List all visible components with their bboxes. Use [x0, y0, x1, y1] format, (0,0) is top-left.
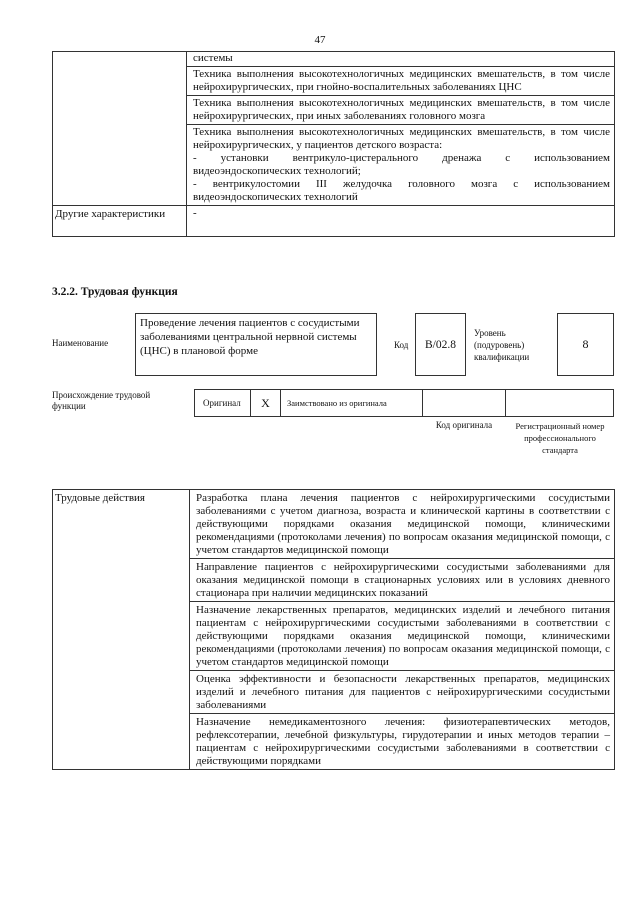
code-label: Код: [394, 340, 409, 350]
labor-actions-table: [52, 489, 615, 770]
table-row: [53, 206, 615, 237]
section-heading: 3.2.2. Трудовая функция: [52, 286, 178, 298]
original-mark-box: [250, 389, 281, 417]
level-value: 8: [582, 337, 589, 351]
labor-action-item: Разработка плана лечения пациентов с нейрохирургическими сосудистыми заболеваниями с учетом диагноза, возраста и клинической картины в соответствии с действующими порядками оказания медицинской помощи, клиническими рекомендациями (протоколами лечения) по вопросам оказания медицинской помощи, с учетом стандартов медицинской помощи: [190, 490, 615, 559]
level-box: [557, 313, 614, 376]
table-row: [53, 490, 615, 559]
labor-action-item: Оценка эффективности и безопасности лекарственных препаратов, медицинских изделий и лечебного питания для пациентов с нейрохирургическими сосудистыми заболеваниями: [190, 671, 615, 714]
code-box: [415, 313, 466, 376]
code-value: B/02.8: [425, 338, 456, 351]
code-original-box: [422, 389, 506, 417]
other-characteristics-value: -: [187, 206, 615, 237]
reg-number-box: [505, 389, 614, 417]
borrowed-box: [280, 389, 423, 417]
pediatric-item: - установки вентрикуло-цистерального дренажа с использованием видеоэндоскопических технологий;: [193, 152, 610, 177]
reg-number-label: Регистрационный номер профессионального стандарта: [515, 421, 605, 455]
labor-action-item: Назначение немедикаментозного лечения: физиотерапевтических методов, рефлексотерапии, лечебной физкультуры, гирудотерапии и иных методов терапии – пациентам с нейрохирургическими сосудистыми заболеваниями в соответствии с действующими порядками: [190, 714, 615, 770]
name-label: Наименование: [52, 338, 109, 348]
other-characteristics-label: Другие характеристики: [53, 206, 187, 237]
code-original-label: Код оригинала: [435, 420, 493, 430]
table-cell: системы: [187, 52, 615, 67]
original-mark: X: [261, 395, 270, 410]
pediatric-item: - вентрикулостомии III желудочка головного мозга с использованием видеоэндоскопических технологий: [193, 178, 610, 203]
pediatric-intro: Техника выполнения высокотехнологичных медицинских вмешательств, в том числе нейрохирургических, у пациентов детского возраста:: [193, 126, 610, 151]
origin-label: Происхождение трудовой функции: [52, 390, 151, 411]
page-number: 47: [314, 34, 326, 46]
knowledge-table-continuation: [52, 51, 615, 237]
labor-action-item: Назначение лекарственных препаратов, медицинских изделий и лечебного питания пациентам с нейрохирургическими сосудистыми заболеваниями в соответствии с действующими порядками оказания медицинской помощи, клиническими рекомендациями (протоколами лечения) по вопросам оказания медицинской помощи, с учетом стандартов медицинской помощи: [190, 602, 615, 671]
original-box: [194, 389, 251, 417]
function-name-value: Проведение лечения пациентов с сосудистыми заболеваниями центральной нервной системы (ЦНС) в плановой форме: [140, 317, 360, 357]
table-cell: Техника выполнения высокотехнологичных медицинских вмешательств, в том числе нейрохирургических, при гнойно-воспалительных заболеваниях ЦНС: [187, 67, 615, 96]
function-name-box: [135, 313, 377, 376]
labor-actions-label: Трудовые действия: [53, 490, 190, 770]
labor-action-item: Направление пациентов с нейрохирургическими сосудистыми заболеваниями для оказания медицинской помощи в стационарных условиях или в условиях дневного стационара при наличии медицинских показаний: [190, 559, 615, 602]
table-cell-empty: [53, 52, 187, 206]
table-cell: Техника выполнения высокотехнологичных медицинских вмешательств, в том числе нейрохирургических, при иных заболеваниях головного мозга: [187, 96, 615, 125]
table-row: [53, 52, 615, 67]
level-label: Уровень (подуровень) квалификации: [474, 328, 530, 362]
original-label: Оригинал: [203, 398, 241, 408]
borrowed-label: Заимствовано из оригинала: [287, 398, 387, 408]
table-cell-pediatric: [187, 125, 615, 206]
